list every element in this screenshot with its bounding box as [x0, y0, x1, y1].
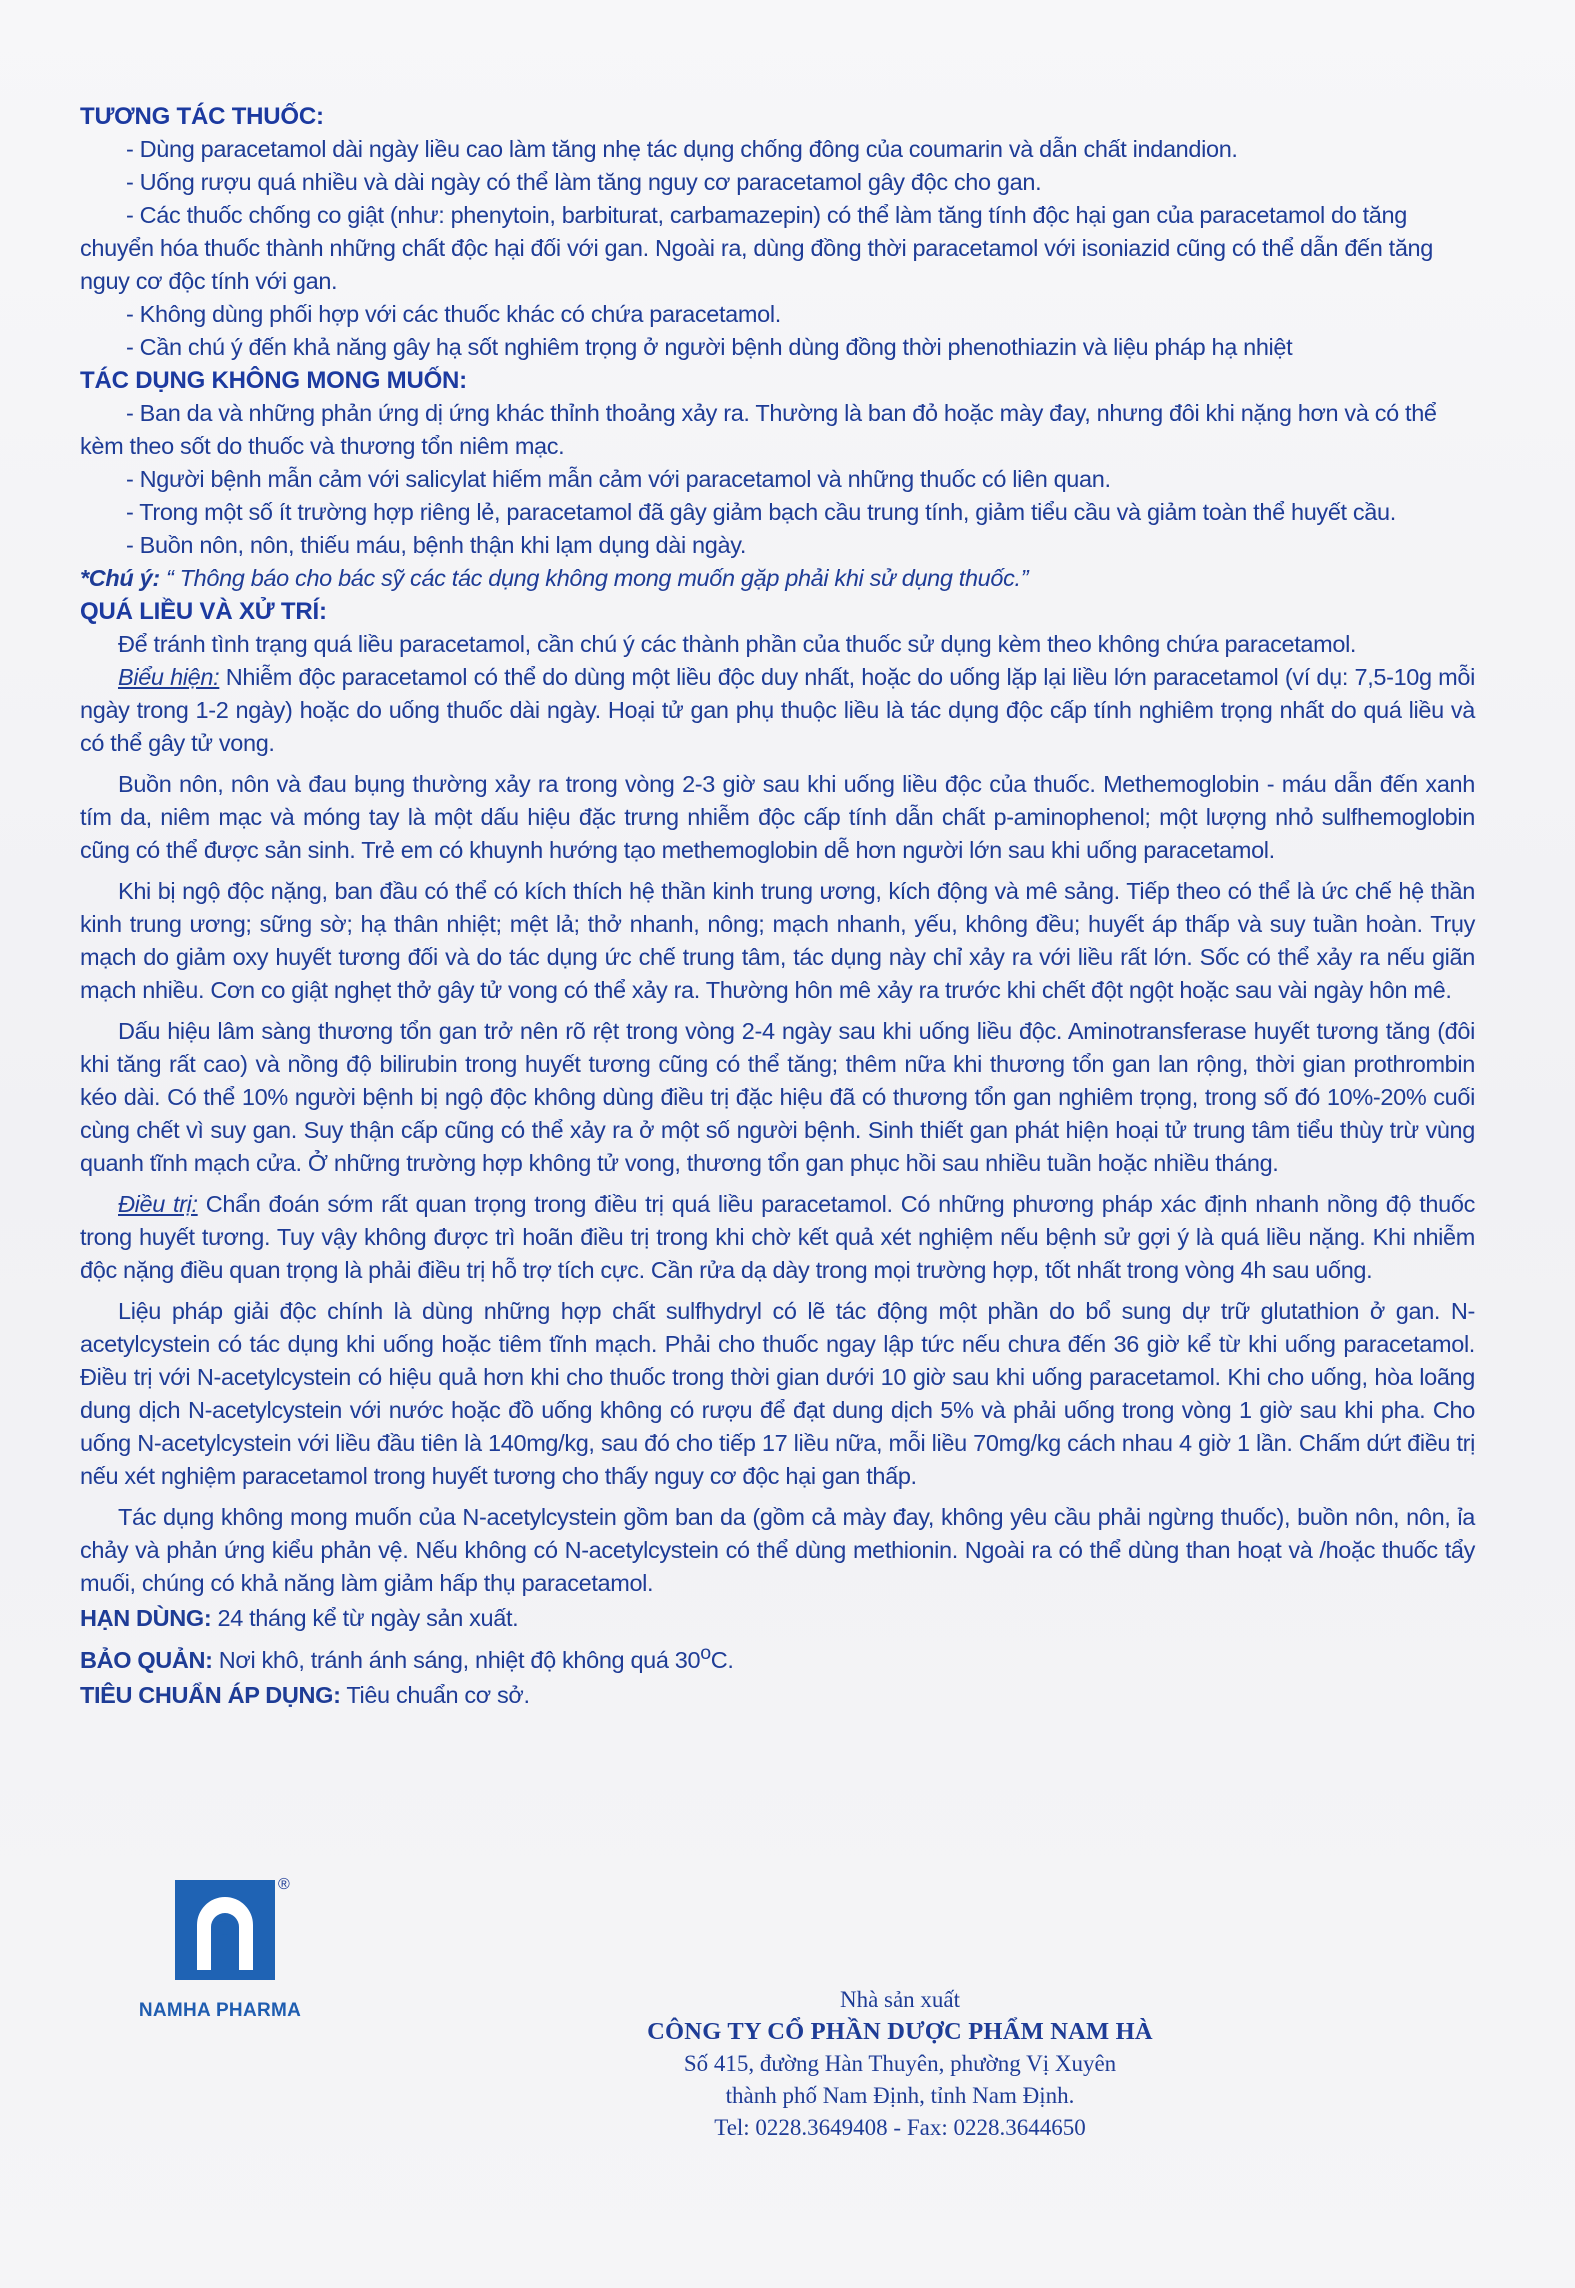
storage-text: Nơi khô, tránh ánh sáng, nhiệt độ không quá 30	[212, 1646, 701, 1673]
interaction-item-5: - Cần chú ý đến khả năng gây hạ sốt nghiêm trọng ở người bệnh dùng đồng thời phenothiazin và liệu pháp hạ nhiệt	[126, 334, 1293, 360]
overdose-p5: Tác dụng không mong muốn của N-acetylcystein gồm ban da (gồm cả mày đay, không yêu cầu phải ngừng thuốc), buồn nôn, nôn, ỉa chảy và phản ứng kiểu phản vệ. Nếu không có N-acetylcystein có thể dùng methionin. Ngoài ra có thể dùng than hoạt và /hoặc thuốc tẩy muối, chúng có khả năng làm giảm hấp thụ paracetamol.	[80, 1504, 1475, 1596]
side-effect-item-4: - Buồn nôn, nôn, thiếu máu, bệnh thận khi lạm dụng dài ngày.	[126, 532, 747, 558]
expiry-text: 24 tháng kể từ ngày sản xuất.	[211, 1605, 519, 1631]
heading-interactions: TƯƠNG TÁC THUỐC:	[80, 103, 324, 130]
heading-overdose: QUÁ LIỀU VÀ XỬ TRÍ:	[80, 598, 327, 625]
interaction-item-3: - Các thuốc chống co giật (như: phenytoin, barbiturat, carbamazepin) có thể làm tăng tính độc hại gan của paracetamol do tăng chuyển hóa thuốc thành những chất độc hại đối với gan. Ngoài ra, dùng đồng thời paracetamol với isoniazid cũng có thể dẫn đến tăng nguy cơ độc tính với gan.	[80, 202, 1433, 294]
storage-degree: o	[700, 1642, 711, 1664]
storage-line	[80, 1637, 1475, 1677]
expiry-label: HẠN DÙNG:	[80, 1605, 212, 1631]
logo-n-icon	[175, 1880, 275, 1980]
manufacturer-caption: Nhà sản xuất	[839, 1987, 961, 2012]
overdose-intro: Để tránh tình trạng quá liều paracetamol, cần chú ý các thành phần của thuốc sử dụng kèm theo không chứa paracetamol.	[118, 631, 1357, 657]
interaction-item-4: - Không dùng phối hợp với các thuốc khác có chứa paracetamol.	[126, 301, 781, 327]
manufacturer-company: CÔNG TY CỔ PHẦN DƯỢC PHẨM NAM HÀ	[647, 2018, 1153, 2045]
logo-text: NAMHA PHARMA	[138, 2000, 302, 2021]
manufacturer-address-2: thành phố Nam Định, tỉnh Nam Định.	[725, 2083, 1075, 2108]
note-label: *Chú ý:	[80, 565, 160, 591]
manufacturer-phone: Tel: 0228.3649408 - Fax: 0228.3644650	[714, 2115, 1086, 2140]
treatment-text: Chẩn đoán sớm rất quan trọng trong điều trị quá liều paracetamol. Có những phương pháp xác định nhanh nồng độ thuốc trong huyết tương. Tuy vậy không được trì hoãn điều trị trong khi chờ kết quả xét nghiệm nếu bệnh sử gợi ý là quá liều nặng. Khi nhiễm độc nặng điều quan trọng là phải điều trị hỗ trợ tích cực. Cần rửa dạ dày trong mọi trường hợp, tốt nhất trong vòng 4h sau uống.	[80, 1191, 1475, 1283]
standard-line	[80, 1679, 1475, 1712]
overdose-treatment	[80, 1188, 1475, 1287]
treatment-label: Điều trị:	[118, 1191, 198, 1217]
note-text: “ Thông báo cho bác sỹ các tác dụng không mong muốn gặp phải khi sử dụng thuốc.”	[159, 565, 1029, 591]
side-effect-item-1: - Ban da và những phản ứng dị ứng khác thỉnh thoảng xảy ra. Thường là ban đỏ hoặc mày đay, nhưng đôi khi nặng hơn và có thể kèm theo sốt do thuốc và thương tổn niêm mạc.	[80, 400, 1437, 459]
manufacturer-block	[560, 1984, 1240, 2144]
interaction-item-1: - Dùng paracetamol dài ngày liều cao làm tăng nhẹ tác dụng chống đông của coumarin và dẫn chất indandion.	[126, 136, 1238, 162]
expiry-line	[80, 1602, 1475, 1635]
manufacturer-address-1: Số 415, đường Hàn Thuyên, phường Vị Xuyên	[683, 2051, 1117, 2076]
overdose-p4: Liệu pháp giải độc chính là dùng những hợp chất sulfhydryl có lẽ tác động một phần do bổ sung dự trữ glutathion ở gan. N-acetylcystein có tác dụng khi uống hoặc tiêm tĩnh mạch. Phải cho thuốc ngay lập tức nếu chưa đến 36 giờ kể từ khi uống paracetamol. Điều trị với N-acetylcystein có hiệu quả hơn khi cho thuốc trong thời gian dưới 10 giờ sau khi uống paracetamol. Khi cho uống, hòa loãng dung dịch N-acetylcystein với nước hoặc đồ uống không có rượu để đạt dung dịch 5% và phải uống trong vòng 1 giờ sau khi pha. Cho uống N-acetylcystein với liều đầu tiên là 140mg/kg, sau đó cho tiếp 17 liều nữa, mỗi liều 70mg/kg cách nhau 4 giờ 1 lần. Chấm dứt điều trị nếu xét nghiệm paracetamol trong huyết tương cho thấy nguy cơ độc hại gan thấp.	[80, 1298, 1475, 1489]
namha-logo	[120, 1876, 320, 2030]
side-effect-item-3: - Trong một số ít trường hợp riêng lẻ, paracetamol đã gây giảm bạch cầu trung tính, giảm tiểu cầu và giảm toàn thể huyết cầu.	[126, 499, 1396, 525]
standard-text: Tiêu chuẩn cơ sở.	[340, 1681, 530, 1708]
side-effect-item-2: - Người bệnh mẫn cảm với salicylat hiếm mẫn cảm với paracetamol và những thuốc có liên quan.	[126, 466, 1111, 492]
registered-mark: ®	[278, 1876, 290, 1893]
logo-mark	[175, 1880, 275, 1980]
overdose-p1: Buồn nôn, nôn và đau bụng thường xảy ra trong vòng 2-3 giờ sau khi uống liều độc của thuốc. Methemoglobin - máu dẫn đến xanh tím da, niêm mạc và móng tay là một dấu hiệu đặc trưng nhiễm độc cấp tính dẫn chất p-aminophenol; một lượng nhỏ sulfhemoglobin cũng có thể được sản sinh. Trẻ em có khuynh hướng tạo methemoglobin dễ hơn người lớn sau khi uống paracetamol.	[80, 771, 1475, 863]
standard-label: TIÊU CHUẨN ÁP DỤNG:	[80, 1681, 341, 1708]
overdose-p2: Khi bị ngộ độc nặng, ban đầu có thể có kích thích hệ thần kinh trung ương, kích động và mê sảng. Tiếp theo có thể là ức chế hệ thần kinh trung ương; sững sờ; hạ thân nhiệt; mệt lả; thở nhanh, nông; mạch nhanh, yếu, không đều; huyết áp thấp và suy tuần hoàn. Trụy mạch do giảm oxy huyết tương đối và do tác dụng ức chế trung tâm, tác dụng này chỉ xảy ra với liều rất lớn. Sốc có thể xảy ra nếu giãn mạch nhiều. Cơn co giật nghẹt thở gây tử vong có thể xảy ra. Thường hôn mê xảy ra trước khi chết đột ngột hoặc sau vài ngày hôn mê.	[80, 878, 1475, 1003]
leaflet-text	[80, 100, 1475, 1712]
signs-label: Biểu hiện:	[118, 664, 220, 690]
signs-text: Nhiễm độc paracetamol có thể do dùng một liều độc duy nhất, hoặc do uống lặp lại liều lớn paracetamol (ví dụ: 7,5-10g mỗi ngày trong 1-2 ngày) hoặc do uống thuốc dài ngày. Hoại tử gan phụ thuộc liều là tác dụng độc cấp tính nghiêm trọng nhất do quá liều và có thể gây tử vong.	[80, 664, 1475, 756]
side-effect-note	[80, 562, 1475, 595]
overdose-p3: Dấu hiệu lâm sàng thương tổn gan trở nên rõ rệt trong vòng 2-4 ngày sau khi uống liều độc. Aminotransferase huyết tương tăng (đôi khi tăng rất cao) và nồng độ bilirubin trong huyết tương cũng có thể tăng; thêm nữa khi thương tổn gan lan rộng, thời gian prothrombin kéo dài. Có thể 10% người bệnh bị ngộ độc không dùng điều trị đặc hiệu đã có thương tổn gan nghiêm trọng, trong số đó 10%-20% cuối cùng chết vì suy gan. Suy thận cấp cũng có thể xảy ra ở một số người bệnh. Sinh thiết gan phát hiện hoại tử trung tâm tiểu thùy trừ vùng quanh tĩnh mạch cửa. Ở những trường hợp không tử vong, thương tổn gan phục hồi sau nhiều tuần hoặc nhiều tháng.	[80, 1018, 1475, 1176]
heading-side-effects: TÁC DỤNG KHÔNG MONG MUỐN:	[80, 367, 467, 394]
overdose-signs	[80, 661, 1475, 760]
storage-label: BẢO QUẢN:	[80, 1646, 213, 1673]
interaction-item-2: - Uống rượu quá nhiều và dài ngày có thể làm tăng nguy cơ paracetamol gây độc cho gan.	[126, 169, 1042, 195]
storage-text-end: C.	[710, 1646, 734, 1673]
